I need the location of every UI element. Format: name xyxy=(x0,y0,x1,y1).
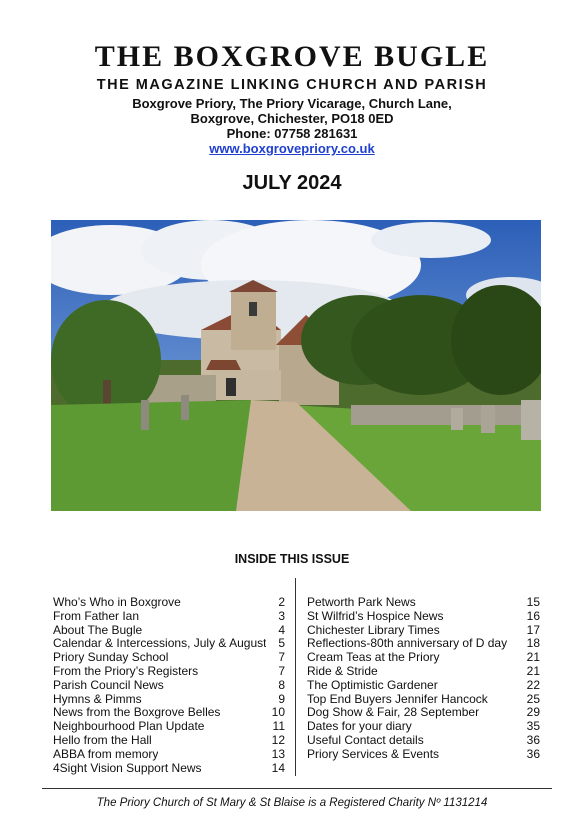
contents-row xyxy=(307,665,540,679)
contents-row xyxy=(53,637,285,651)
contents-item-page: 15 xyxy=(526,595,540,609)
contents-row xyxy=(53,734,285,748)
contents-row xyxy=(53,651,285,665)
contents-item-title: Hello from the Hall xyxy=(53,733,152,747)
contents-row xyxy=(307,720,540,734)
contents-item-title: St Wilfrid’s Hospice News xyxy=(307,609,444,623)
contents-row xyxy=(307,596,540,610)
contents-item-page: 21 xyxy=(526,663,540,678)
contents-item-page: 10 xyxy=(271,705,285,720)
address-line-1: Boxgrove Priory, The Priory Vicarage, Church Lane, xyxy=(132,96,452,111)
contents-item-title: Hymns & Pimms xyxy=(53,692,142,706)
contents-heading: INSIDE THIS ISSUE xyxy=(234,552,350,566)
cover-photo-church xyxy=(51,220,541,511)
contents-item-title: The Optimistic Gardener xyxy=(307,678,438,692)
contents-item-title: Ride & Stride xyxy=(307,664,378,678)
contents-row xyxy=(53,665,285,679)
address-line-2: Boxgrove, Chichester, PO18 0ED xyxy=(190,111,394,126)
contents-row xyxy=(53,610,285,624)
contents-item-title: Priory Services & Events xyxy=(307,747,440,761)
contents-item-page: 5 xyxy=(278,636,285,651)
contents-item-title: News from the Boxgrove Belles xyxy=(53,706,221,720)
website-link[interactable]: www.boxgrovepriory.co.uk xyxy=(209,141,375,156)
contents-item-title: About The Bugle xyxy=(53,623,143,637)
contents-row xyxy=(53,693,285,707)
contents-item-page: 29 xyxy=(526,705,540,720)
contents-item-title: Reflections-80th anniversary of D day xyxy=(307,637,508,651)
magazine-title: THE BOXGROVE BUGLE xyxy=(94,40,490,73)
contents-item-title: Calendar & Intercessions, July & August xyxy=(53,637,267,651)
contents-row xyxy=(53,706,285,720)
contents-row xyxy=(307,679,540,693)
contents-item-title: Who’s Who in Boxgrove xyxy=(53,596,181,609)
magazine-subtitle: THE MAGAZINE LINKING CHURCH AND PARISH xyxy=(96,77,488,93)
contents-row xyxy=(307,693,540,707)
contents-item-page: 12 xyxy=(271,732,285,747)
footer-rule xyxy=(42,788,552,789)
contents-row xyxy=(307,734,540,748)
issue-date: JULY 2024 xyxy=(242,172,342,194)
contents-item-title: Useful Contact details xyxy=(307,733,424,747)
contents-left-column xyxy=(53,596,285,775)
contents-item-page: 22 xyxy=(526,677,540,692)
contents-item-page: 3 xyxy=(278,608,285,623)
contents-item-page: 16 xyxy=(526,608,540,623)
column-divider xyxy=(295,578,296,776)
contents-row xyxy=(53,679,285,693)
contents-item-title: Cream Teas at the Priory xyxy=(307,651,440,665)
contents-item-title: Parish Council News xyxy=(53,678,164,692)
phone-number: Phone: 07758 281631 xyxy=(226,126,358,141)
contents-item-title: Dog Show & Fair, 28 September xyxy=(307,706,480,720)
charity-footer: The Priory Church of St Mary & St Blaise is a Registered Charity Nº 1131214 xyxy=(96,797,488,809)
contents-item-title: From the Priory’s Registers xyxy=(53,664,199,678)
contents-row xyxy=(53,720,285,734)
contents-row xyxy=(53,596,285,610)
contents-row xyxy=(307,624,540,638)
contents-row xyxy=(307,651,540,665)
contents-item-title: Chichester Library Times xyxy=(307,623,440,637)
contents-row xyxy=(53,762,285,776)
contents-item-page: 8 xyxy=(278,677,285,692)
contents-item-title: ABBA from memory xyxy=(53,747,159,761)
contents-row xyxy=(307,610,540,624)
contents-item-page: 17 xyxy=(526,622,540,637)
contents-item-page: 35 xyxy=(526,719,540,734)
contents-item-page: 13 xyxy=(271,746,285,761)
contents-item-page: 36 xyxy=(526,746,540,761)
contents-item-title: From Father Ian xyxy=(53,609,140,623)
contents-item-title: Dates for your diary xyxy=(307,720,412,734)
contents-item-page: 7 xyxy=(278,650,285,665)
contents-item-page: 25 xyxy=(526,691,540,706)
contents-item-title: Top End Buyers Jennifer Hancock xyxy=(307,692,488,706)
contents-item-page: 21 xyxy=(526,650,540,665)
contents-row xyxy=(53,624,285,638)
contents-item-page: 2 xyxy=(278,595,285,609)
contents-item-title: Petworth Park News xyxy=(307,596,416,609)
contents-item-title: Priory Sunday School xyxy=(53,651,169,665)
contents-item-page: 9 xyxy=(278,691,285,706)
contents-item-page: 36 xyxy=(526,732,540,747)
contents-row xyxy=(307,637,540,651)
contents-item-page: 14 xyxy=(271,760,285,775)
contents-right-column xyxy=(307,596,540,762)
contents-item-page: 11 xyxy=(272,719,285,734)
contents-row xyxy=(53,748,285,762)
contents-row xyxy=(307,706,540,720)
contents-item-page: 4 xyxy=(278,622,285,637)
contents-item-page: 7 xyxy=(278,663,285,678)
contents-item-title: 4Sight Vision Support News xyxy=(53,761,202,775)
contents-item-title: Neighbourhood Plan Update xyxy=(53,720,205,734)
contents-item-page: 18 xyxy=(526,636,540,651)
contents-row xyxy=(307,748,540,762)
